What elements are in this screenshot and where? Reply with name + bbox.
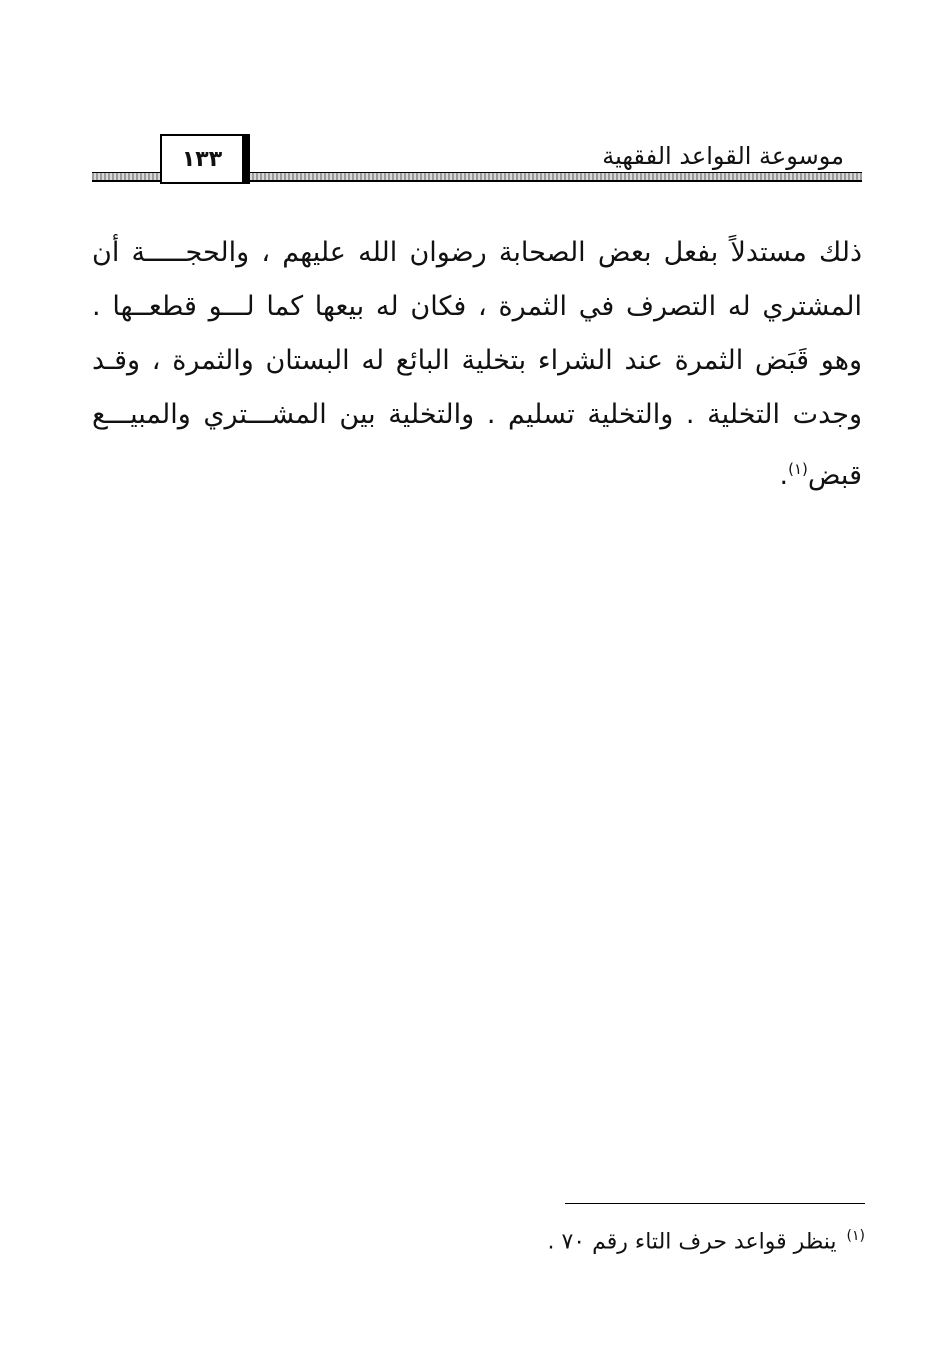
- body-line-1: ذلك مستدلاً بفعل بعض الصحابة رضوان الله عليهم ، والحجـــــة أن: [92, 237, 862, 268]
- body-line-2: المشتري له التصرف في الثمرة ، فكان له بيعها كما لـــو قطعــها .: [92, 291, 862, 322]
- body-line-5: [92, 442, 862, 503]
- running-header-title: موسوعة القواعد الفقهية: [602, 142, 844, 170]
- body-last-word: قبض: [807, 460, 862, 491]
- body-line-3: وهو قَبَض الثمرة عند الشراء بتخلية البائع له البستان والثمرة ، وقـد: [92, 345, 862, 376]
- footnote-text: ينظر قواعد حرف التاء رقم ٧٠ .: [547, 1229, 837, 1255]
- page-number: ١٣٣: [160, 134, 244, 184]
- page-header: [0, 0, 947, 200]
- body-paragraph: [92, 226, 862, 503]
- footnote-mark: (١): [846, 1228, 865, 1244]
- body-line-4: وجدت التخلية . والتخلية تسليم . والتخلية بين المشـــتري والمبيـــع: [92, 399, 862, 430]
- footnote-divider: [565, 1203, 865, 1204]
- body-last-punctuation: .: [779, 460, 789, 491]
- footnote-reference: (١): [788, 460, 808, 478]
- footnote: [547, 1220, 865, 1258]
